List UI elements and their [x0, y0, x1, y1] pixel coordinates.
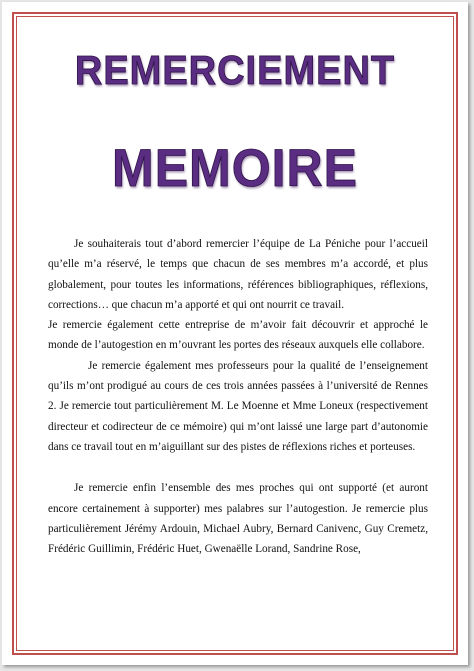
paragraph-4: Je remercie enfin l’ensemble des mes proches qui ont supporté (et auront encore certainement à supporter) mes palabres sur l’autogestion. Je remercie plus particulièrement Jérémy Ardouin, Michael Aubry, Bernard Canivenc, Guy Cremetz, Frédéric Guillimin, Frédéric Huet, Gwenaëlle Lorand, Sandrine Rose,	[48, 482, 428, 556]
paragraph-spacer	[48, 457, 428, 478]
paragraph-2: Je remercie également cette entreprise de m’avoir fait découvrir et approché le monde de l’autogestion en m’ouvrant les portes des réseaux auxquels elle collabore.	[48, 319, 428, 352]
title-line-1: REMERCIEMENT	[74, 48, 396, 94]
paragraph-1: Je souhaiterais tout d’abord remercier l’équipe de La Péniche pour l’accueil qu’elle m’a réservé, le temps que chacun de ses membres m’a accordé, et plus globalement, pour toutes les informations, références bibliographiques, réflexions, corrections… que chacun m’a apporté et qui ont nourrit ce travail.	[48, 238, 428, 311]
title-line-2: MEMOIRE	[112, 138, 358, 198]
paragraph-3: Je remercie également mes professeurs pour la qualité de l’enseignement qu’ils m’ont prodigué au cours de ces trois années passées à l’université de Rennes 2. Je remercie tout particulièrement M. Le Moenne et Mme Loneux (respectivement directeur et codirecteur de ce mémoire) qui m’ont laissé une large part d’autonomie dans ce travail tout en m’aiguillant sur des pistes de réflexions riches et porteuses.	[48, 359, 428, 453]
body-text	[48, 234, 428, 559]
document-page	[2, 2, 468, 665]
